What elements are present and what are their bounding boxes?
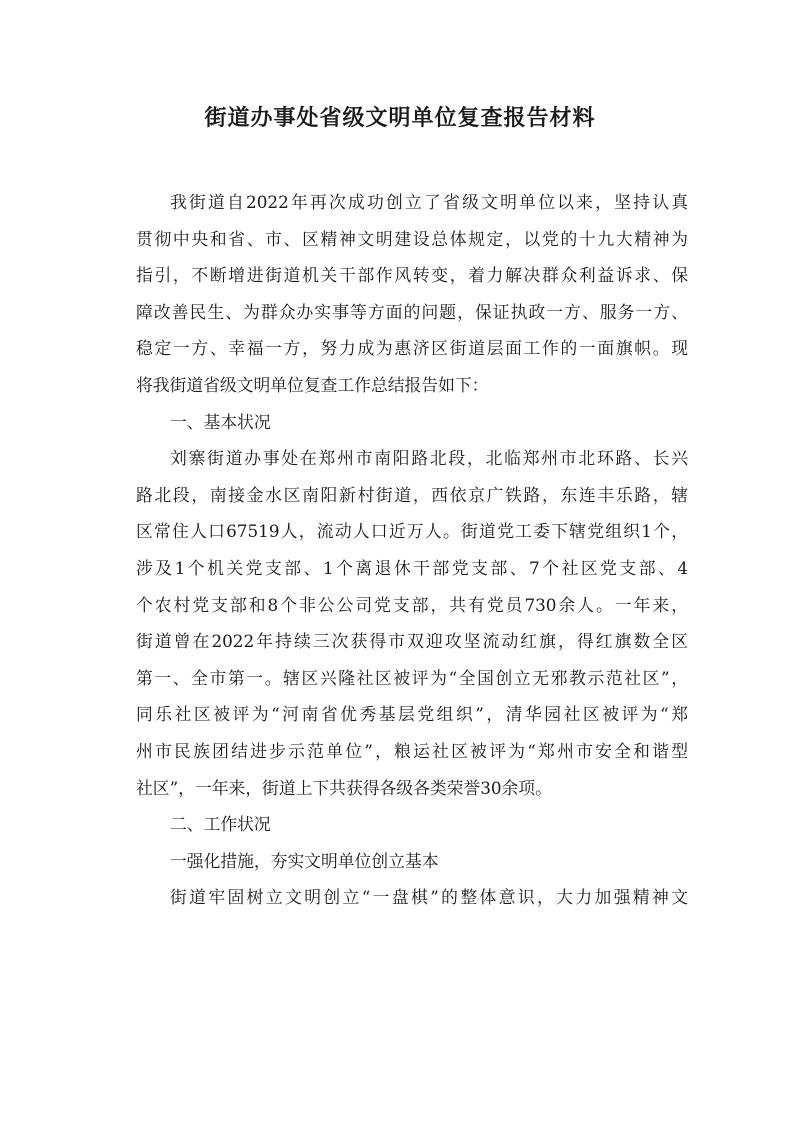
paragraph-line: 障改善民生、为群众办实事等方面的问题，保证执政一方、服务一方、 (136, 301, 688, 322)
paragraph-line: 指引，不断增进街道机关干部作风转变，着力解决群众利益诉求、保 (136, 265, 688, 286)
paragraph-line: 州市民族团结进步示范单位”，粮运社区被评为“郑州市安全和谐型 (136, 740, 688, 761)
paragraph-line: 贯彻中央和省、市、区精神文明建设总体规定，以党的十九大精神为 (136, 228, 688, 249)
document-body (136, 184, 688, 916)
paragraph-line: 将我街道省级文明单位复查工作总结报告如下： (136, 374, 489, 395)
section-heading: 一、基本状况 (170, 411, 271, 432)
paragraph-line: 第一、全市第一。辖区兴隆社区被评为“全国创立无邪教示范社区”， (136, 667, 688, 688)
paragraph-line: 稳定一方、幸福一方，努力成为惠济区街道层面工作的一面旗帜。现 (136, 338, 688, 359)
paragraph-line: 路北段，南接金水区南阳新村街道，西依京广铁路，东连丰乐路，辖 (136, 484, 688, 505)
paragraph-line: 涉及1个机关党支部、1个离退休干部党支部、7个社区党支部、4 (136, 557, 688, 578)
paragraph-line: 刘寨街道办事处在郑州市南阳路北段，北临郑州市北环路、长兴 (170, 448, 688, 469)
paragraph-line: 我街道自2022年再次成功创立了省级文明单位以来，坚持认真 (170, 192, 688, 212)
subsection-heading: 一强化措施，夯实文明单位创立基本 (170, 850, 439, 871)
document-title: 街道办事处省级文明单位复查报告材料 (204, 105, 596, 131)
paragraph-line: 同乐社区被评为“河南省优秀基层党组织”，清华园社区被评为“郑 (136, 704, 688, 725)
paragraph-line: 社区”，一年来，街道上下共获得各级各类荣誉30余项。 (136, 777, 552, 798)
paragraph-line: 区常住人口67519人，流动人口近万人。街道党工委下辖党组织1个， (136, 521, 688, 542)
section-heading: 二、工作状况 (170, 814, 271, 835)
paragraph-line: 街道牢固树立文明创立“一盘棋”的整体意识，大力加强精神文 (170, 887, 688, 908)
paragraph-line: 个农村党支部和8个非公公司党支部，共有党员730余人。一年来， (136, 594, 688, 615)
paragraph-line: 街道曾在2022年持续三次获得市双迎攻坚流动红旗，得红旗数全区 (136, 631, 688, 652)
